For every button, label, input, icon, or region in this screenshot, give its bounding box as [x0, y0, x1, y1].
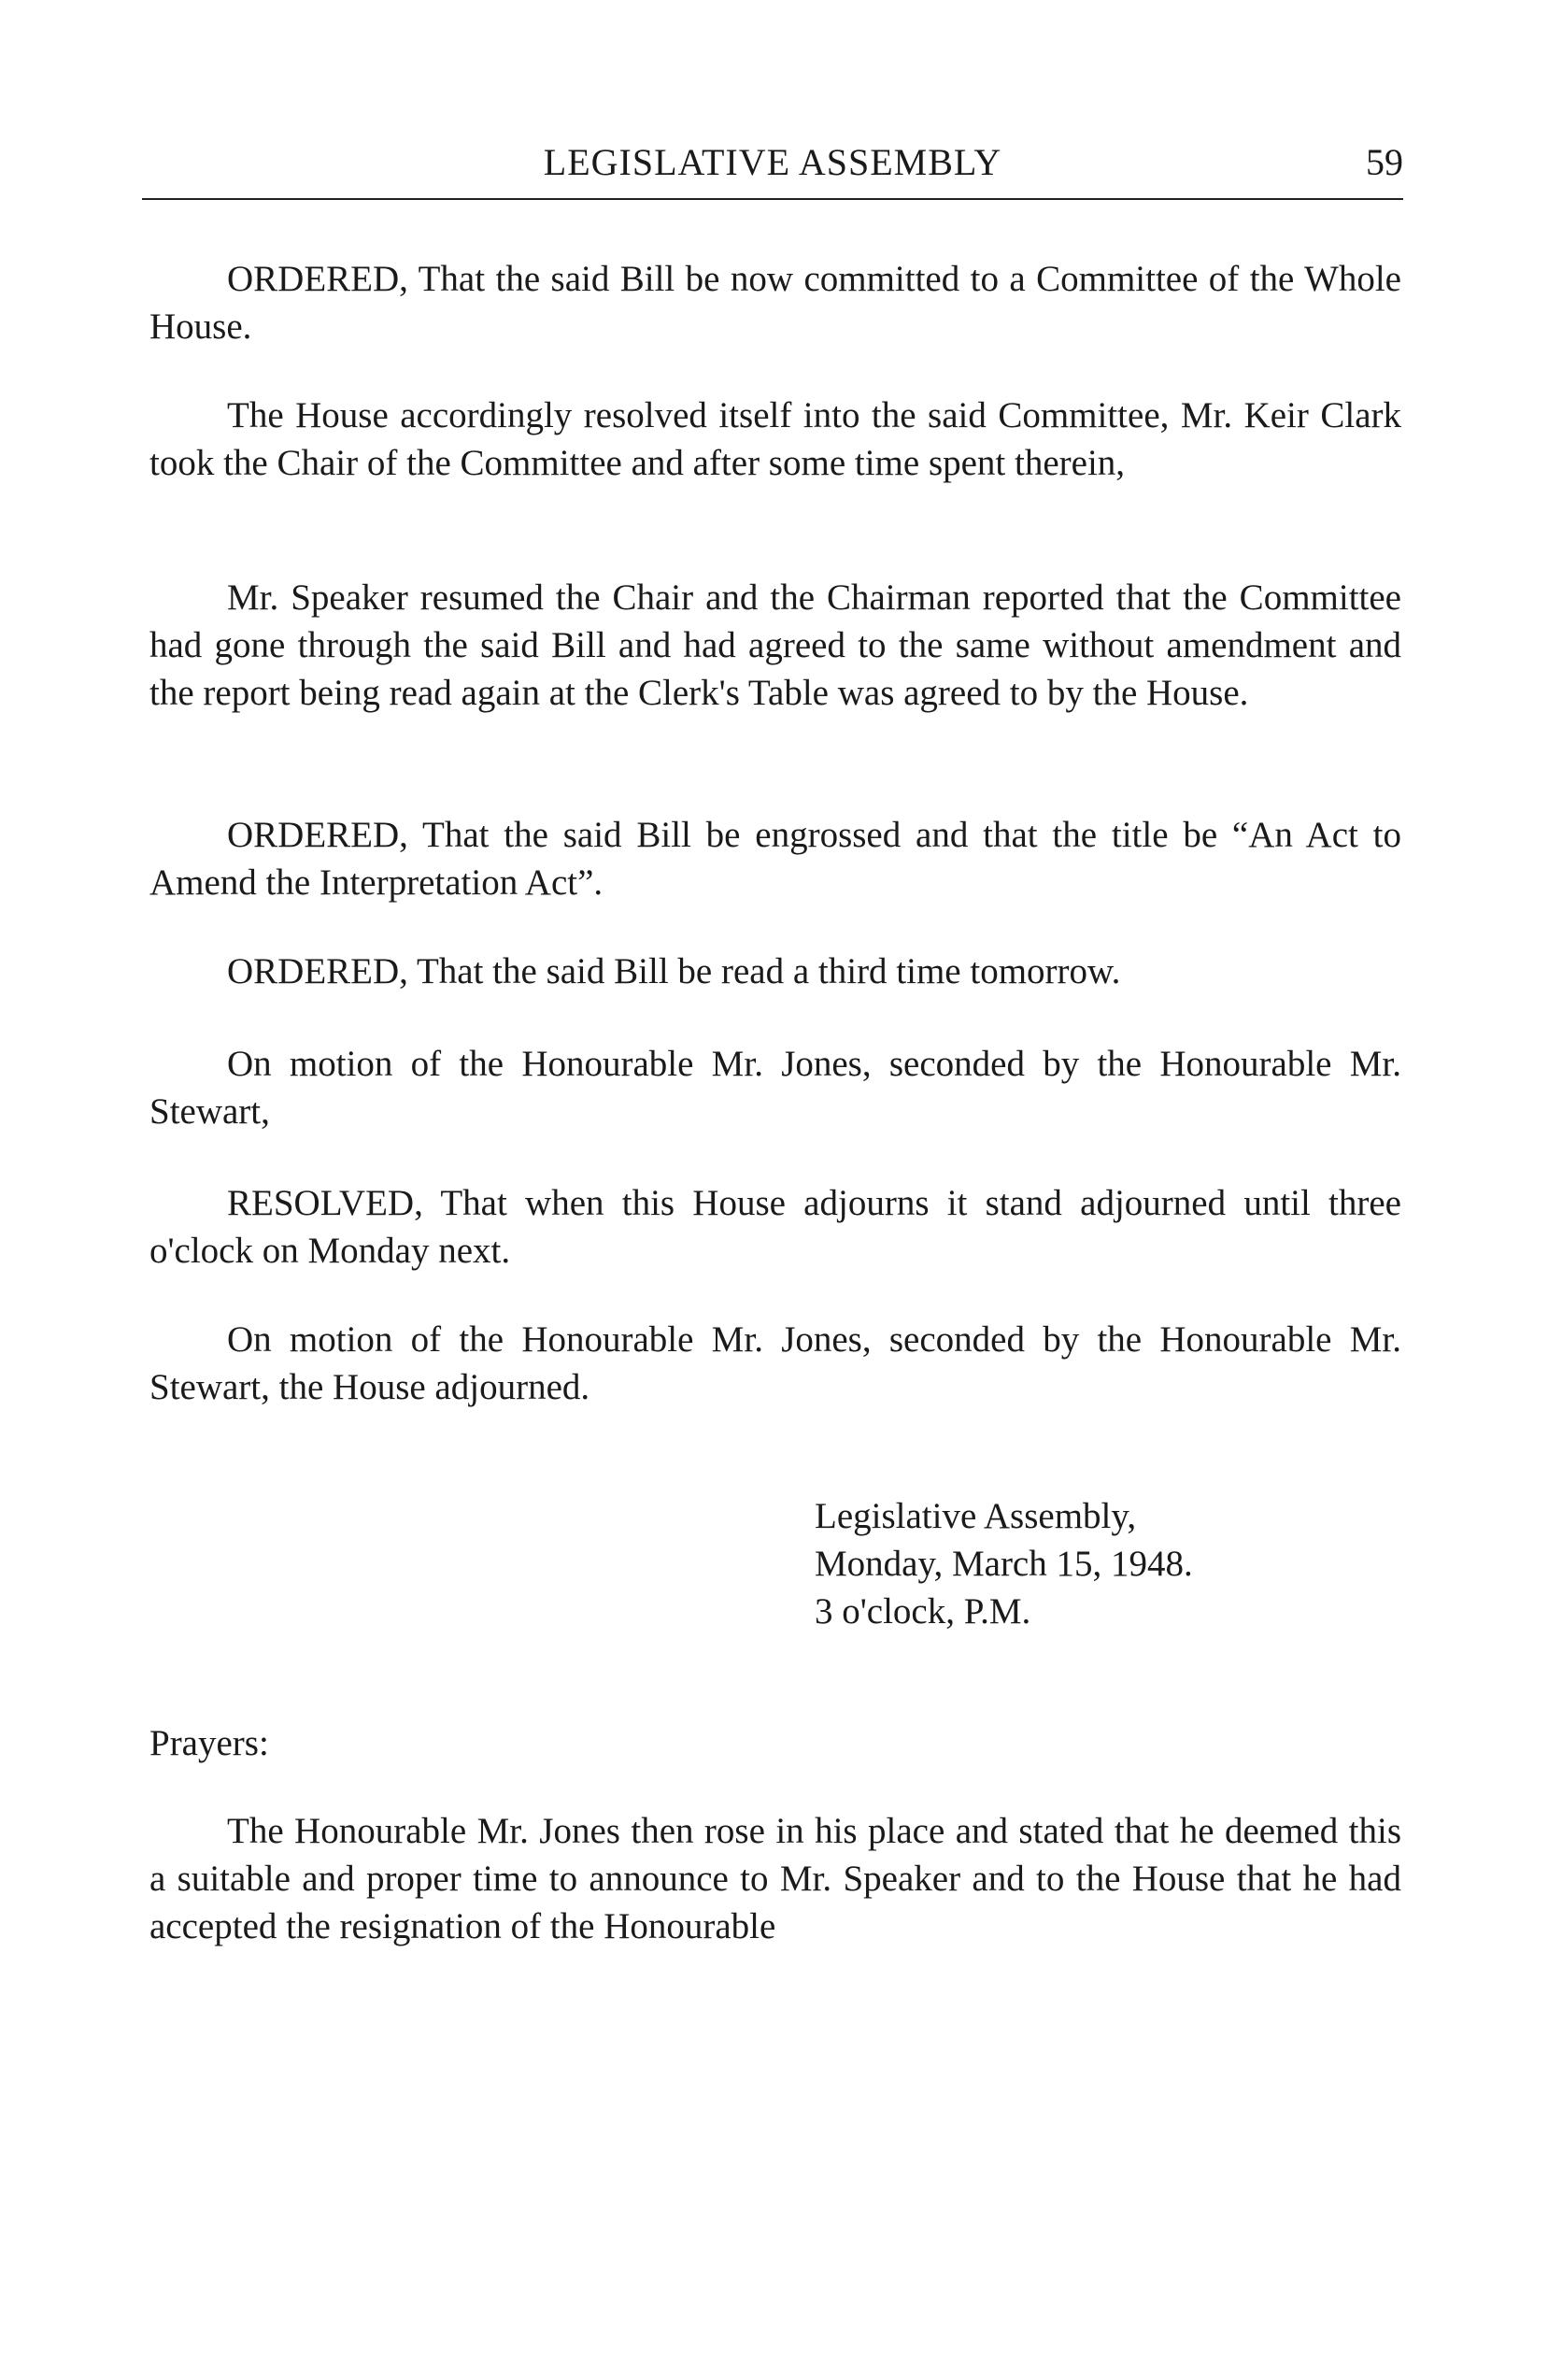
- paragraph-speaker-resumed: [149, 574, 1401, 717]
- prayers-label: Prayers:: [149, 1723, 269, 1763]
- paragraph-motion-adjourned: [149, 1316, 1401, 1411]
- header-rule: [142, 198, 1403, 200]
- paragraph-house-resolved: [149, 392, 1401, 487]
- sitting-line-3: 3 o'clock, P.M.: [815, 1591, 1031, 1632]
- paragraph-text: ORDERED, That the said Bill be read a third time tomorrow.: [227, 951, 1121, 991]
- paragraph-resignation: [149, 1807, 1401, 1950]
- paragraph-resolved: [149, 1179, 1401, 1275]
- page-number: 59: [1366, 141, 1403, 183]
- paragraph-ordered-engrossed: [149, 811, 1401, 906]
- paragraph-text: ORDERED, That the said Bill be engrossed and that the title be “An Act to Amend the Interpretation Act”.: [149, 815, 1401, 903]
- header-title: LEGISLATIVE ASSEMBLY: [543, 141, 1002, 183]
- paragraph-motion-1: [149, 1040, 1401, 1135]
- sitting-line-2: Monday, March 15, 1948.: [815, 1544, 1193, 1584]
- paragraph-text: The Honourable Mr. Jones then rose in his place and stated that he deemed this a suitable and proper time to announce to Mr. Speaker and to the House that he had accepted the resignation of the Honourable: [149, 1811, 1401, 1946]
- sitting-line-1: Legislative Assembly,: [815, 1496, 1137, 1536]
- paragraph-text: ORDERED, That the said Bill be now committed to a Committee of the Whole House.: [149, 259, 1401, 347]
- paragraph-text: Mr. Speaker resumed the Chair and the Chairman reported that the Committee had gone through the said Bill and had agreed to the same without amendment and the report being read again at the Clerk's Table was agreed to by the House.: [149, 577, 1401, 713]
- page-header: [142, 140, 1403, 206]
- paragraph-ordered-committee: [149, 255, 1401, 350]
- paragraph-text: The House accordingly resolved itself into the said Committee, Mr. Keir Clark took the Chair of the Committee and after some time spent therein,: [149, 395, 1401, 483]
- paragraph-text: On motion of the Honourable Mr. Jones, seconded by the Honourable Mr. Stewart,: [149, 1044, 1401, 1132]
- paragraph-text: On motion of the Honourable Mr. Jones, seconded by the Honourable Mr. Stewart, the House adjourned.: [149, 1319, 1401, 1407]
- sitting-heading: [815, 1492, 1193, 1635]
- prayers-label-block: [149, 1719, 1401, 1767]
- paragraph-text: RESOLVED, That when this House adjourns it stand adjourned until three o'clock on Monday next.: [149, 1183, 1401, 1271]
- paragraph-ordered-third-reading: [149, 948, 1401, 995]
